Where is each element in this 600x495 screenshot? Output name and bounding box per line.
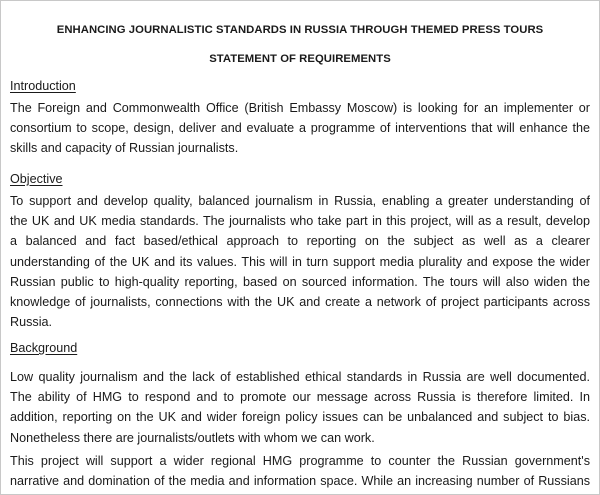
paragraph-line: Russian public to high-quality reporting, based on sourced information. The tours will also widen the: [10, 274, 590, 289]
paragraph-line: The Foreign and Commonwealth Office (British Embassy Moscow) is looking for an implementer or: [10, 101, 590, 115]
heading-introduction: Introduction: [10, 79, 76, 93]
paragraph-background-continued: [10, 451, 590, 491]
paragraph-line: Nonetheless there are journalists/outlets with whom we can work.: [10, 430, 375, 445]
paragraph-background: [10, 367, 590, 448]
paragraph-line: This project will support a wider regional HMG programme to counter the Russian government's: [10, 454, 590, 468]
paragraph-line: the UK and UK media standards. The journalists who take part in this project, will as a result, develop: [10, 214, 590, 229]
paragraph-line: addition, reporting on the UK and wider foreign policy issues can be unbalanced and subject to bias.: [10, 410, 590, 425]
paragraph-line: The ability of HMG to respond and to promote our message across Russia is therefore limited. In: [10, 390, 590, 405]
paragraph-line: knowledge of journalists, connections with the UK and create a network of project participants across: [10, 294, 590, 309]
paragraph-line: narrative and domination of the media and information space. While an increasing number of Russians: [10, 474, 590, 489]
paragraph-line: consortium to scope, design, deliver and evaluate a programme of interventions that will enhance the: [10, 121, 590, 136]
paragraph-line: Russia.: [10, 315, 52, 330]
heading-objective: Objective: [10, 172, 63, 186]
document-subtitle: STATEMENT OF REQUIREMENTS: [209, 53, 391, 65]
paragraph-line: a balanced and fact based/ethical approach to reporting on the subject as well as a clearer: [10, 234, 590, 249]
paragraph-introduction: [10, 98, 590, 159]
paragraph-objective: [10, 191, 590, 332]
paragraph-line: understanding of the UK and its values. This will in turn support media plurality and expose the wider: [10, 254, 590, 269]
document-title: ENHANCING JOURNALISTIC STANDARDS IN RUSSIA THROUGH THEMED PRESS TOURS: [56, 24, 544, 36]
heading-background: Background: [10, 341, 78, 355]
paragraph-line: Low quality journalism and the lack of established ethical standards in Russia are well documented.: [10, 370, 590, 384]
paragraph-line: skills and capacity of Russian journalists.: [10, 141, 239, 156]
paragraph-line: To support and develop quality, balanced journalism in Russia, enabling a greater understanding of: [10, 194, 590, 208]
